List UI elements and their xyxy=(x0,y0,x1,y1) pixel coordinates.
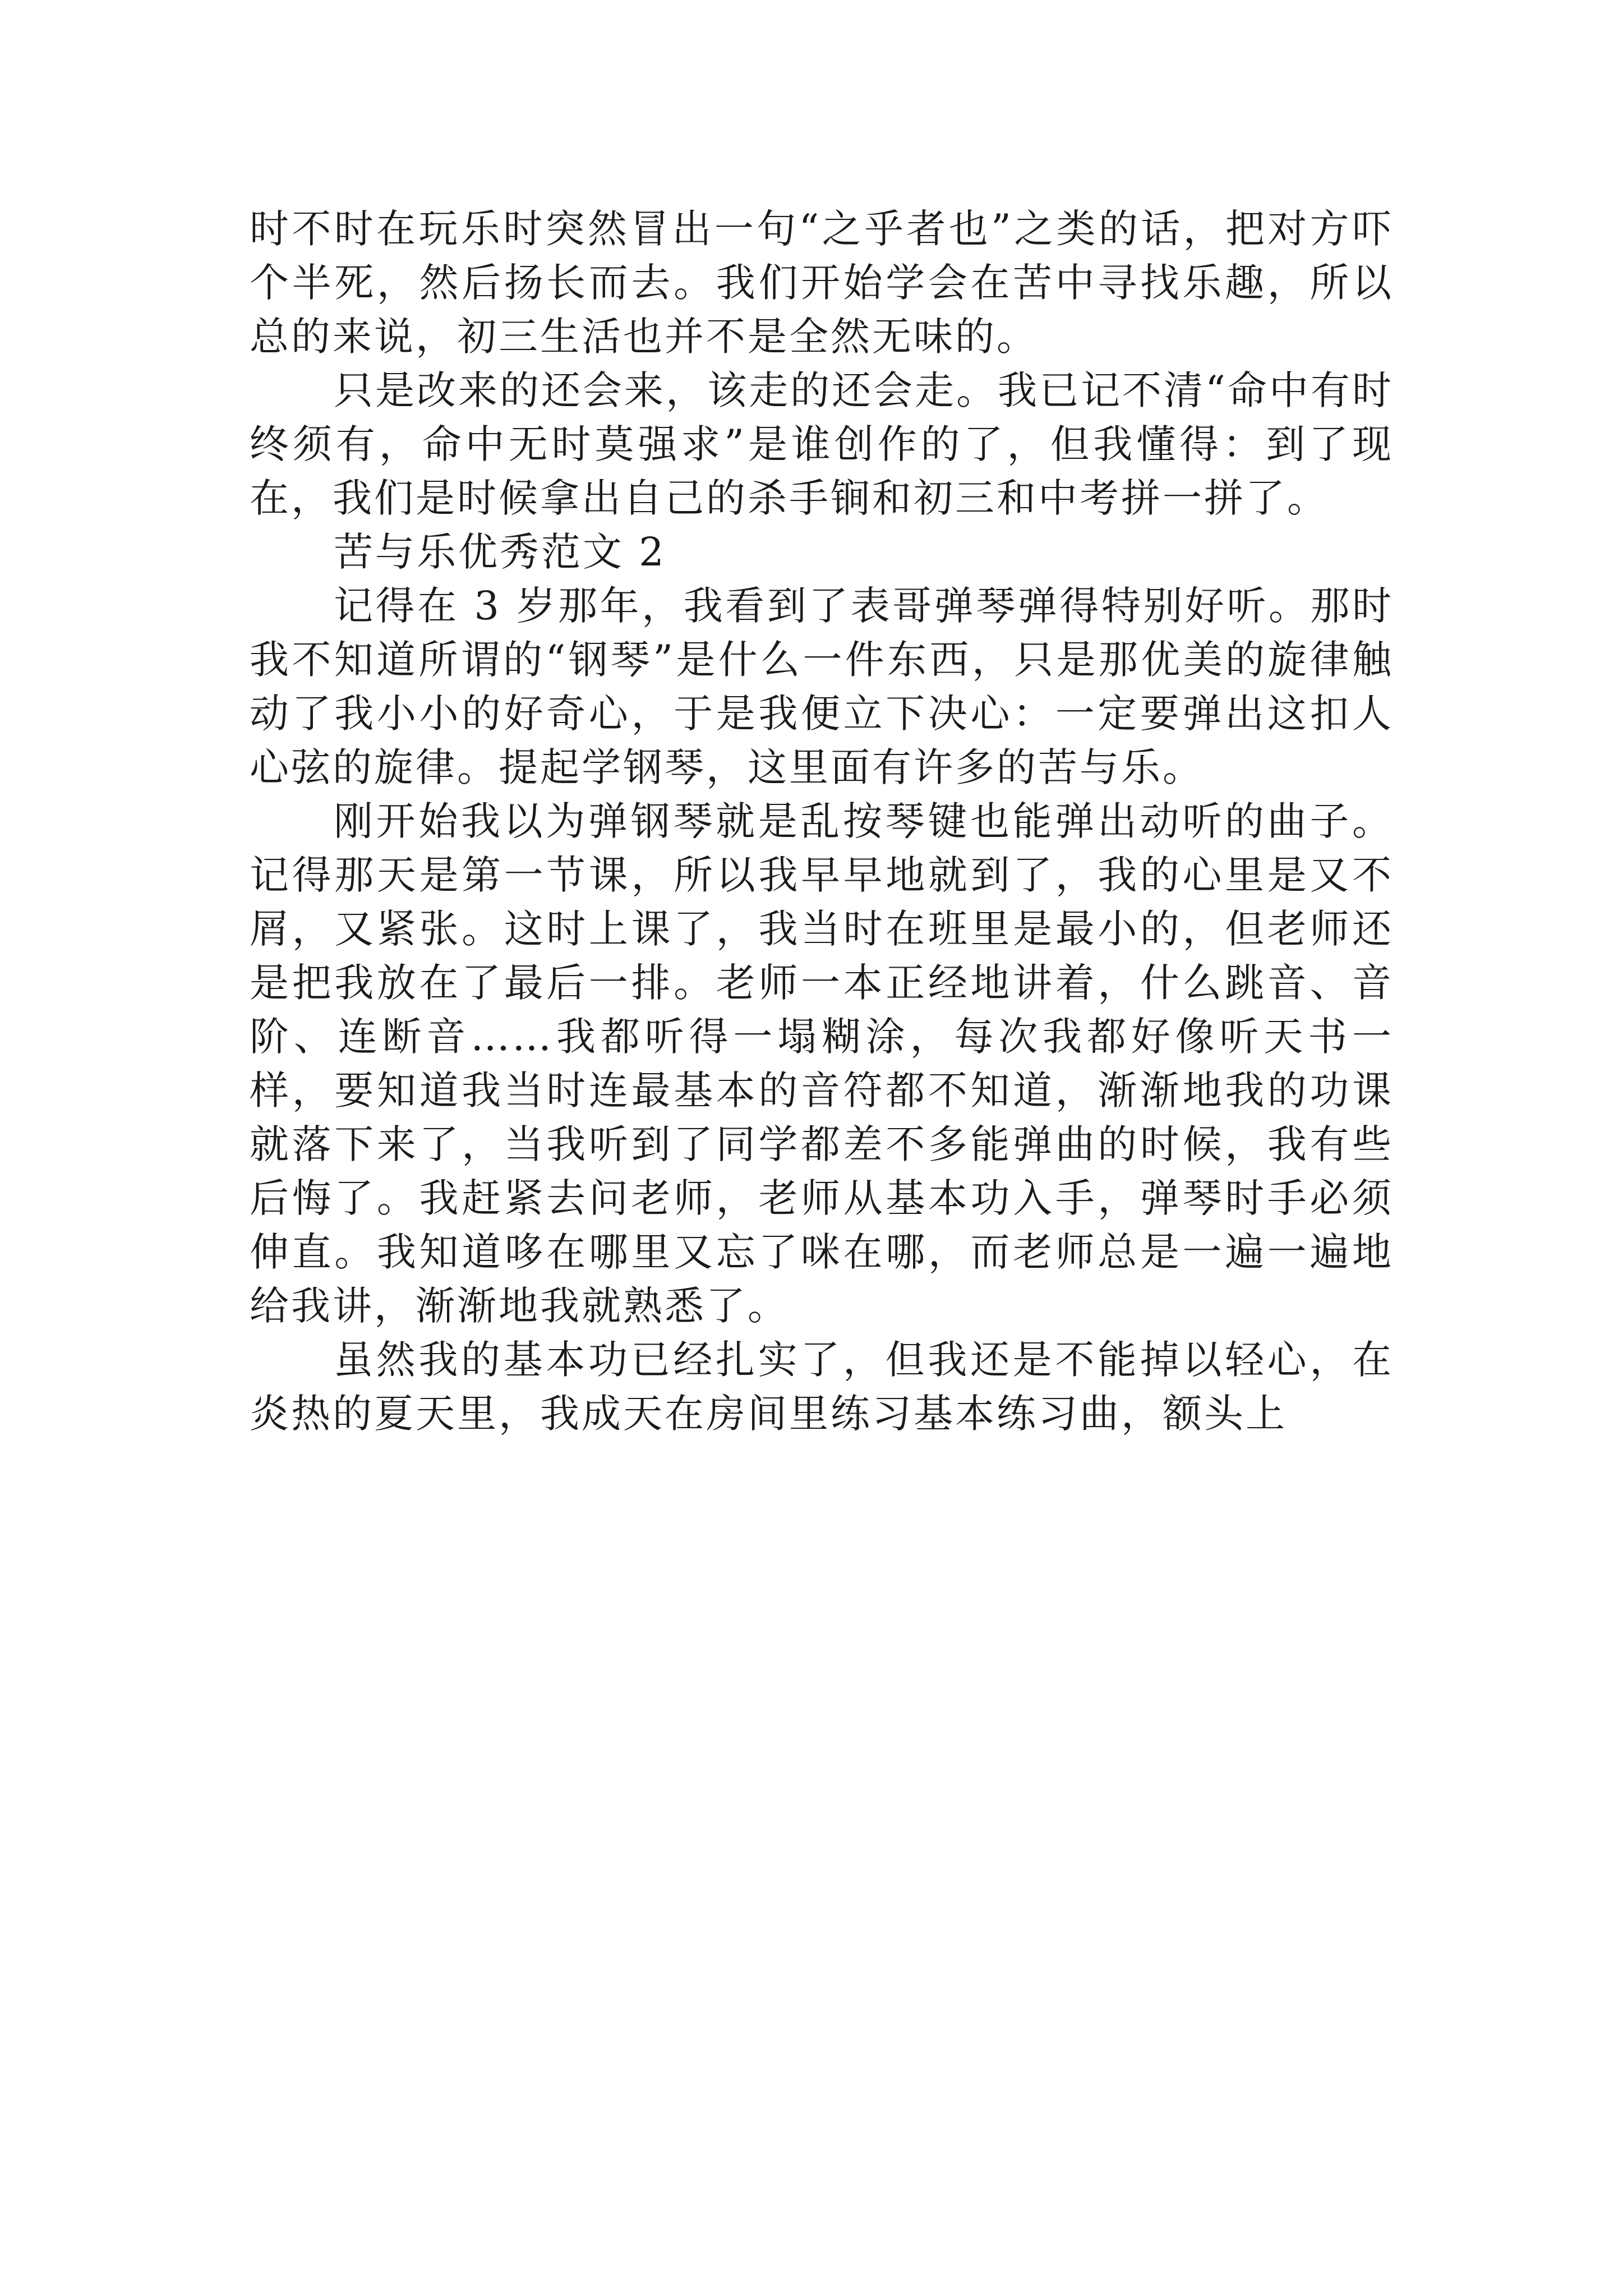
paragraph-practice: 虽然我的基本功已经扎实了，但我还是不能掉以轻心，在炎热的夏天里，我成天在房间里练习基本练习曲，额头上 xyxy=(250,1337,1394,1437)
document-body xyxy=(250,202,1394,1441)
paragraph-intro: 记得在 3 岁那年，我看到了表哥弹琴弹得特别好听。那时我不知道所谓的“钢琴”是什么一件东西，只是那优美的旋律触动了我小小的好奇心，于是我便立下决心：一定要弹出这扣人心弦的旋律。提起学钢琴，这里面有许多的苦与乐。 xyxy=(250,583,1394,790)
paragraph-continued: 时不时在玩乐时突然冒出一句“之乎者也”之类的话，把对方吓个半死，然后扬长而去。我们开始学会在苦中寻找乐趣，所以总的来说，初三生活也并不是全然无味的。 xyxy=(250,206,1394,360)
paragraph-fate: 只是改来的还会来，该走的还会走。我已记不清“命中有时终须有，命中无时莫强求”是谁创作的了，但我懂得：到了现在，我们是时候拿出自己的杀手锏和初三和中考拼一拼了。 xyxy=(250,367,1394,521)
essay-title: 苦与乐优秀范文 2 xyxy=(334,529,666,575)
paragraph-first-lesson: 刚开始我以为弹钢琴就是乱按琴键也能弹出动听的曲子。记得那天是第一节课，所以我早早地就到了，我的心里是又不屑，又紧张。这时上课了，我当时在班里是最小的，但老师还是把我放在了最后一排。老师一本正经地讲着，什么跳音、音阶、连断音……我都听得一塌糊涂，每次我都好像听天书一样，要知道我当时连最基本的音符都不知道，渐渐地我的功课就落下来了，当我听到了同学都差不多能弹曲的时候，我有些后悔了。我赶紧去问老师，老师从基本功入手，弹琴时手必须伸直。我知道哆在哪里又忘了咪在哪，而老师总是一遍一遍地给我讲，渐渐地我就熟悉了。 xyxy=(250,798,1394,1329)
